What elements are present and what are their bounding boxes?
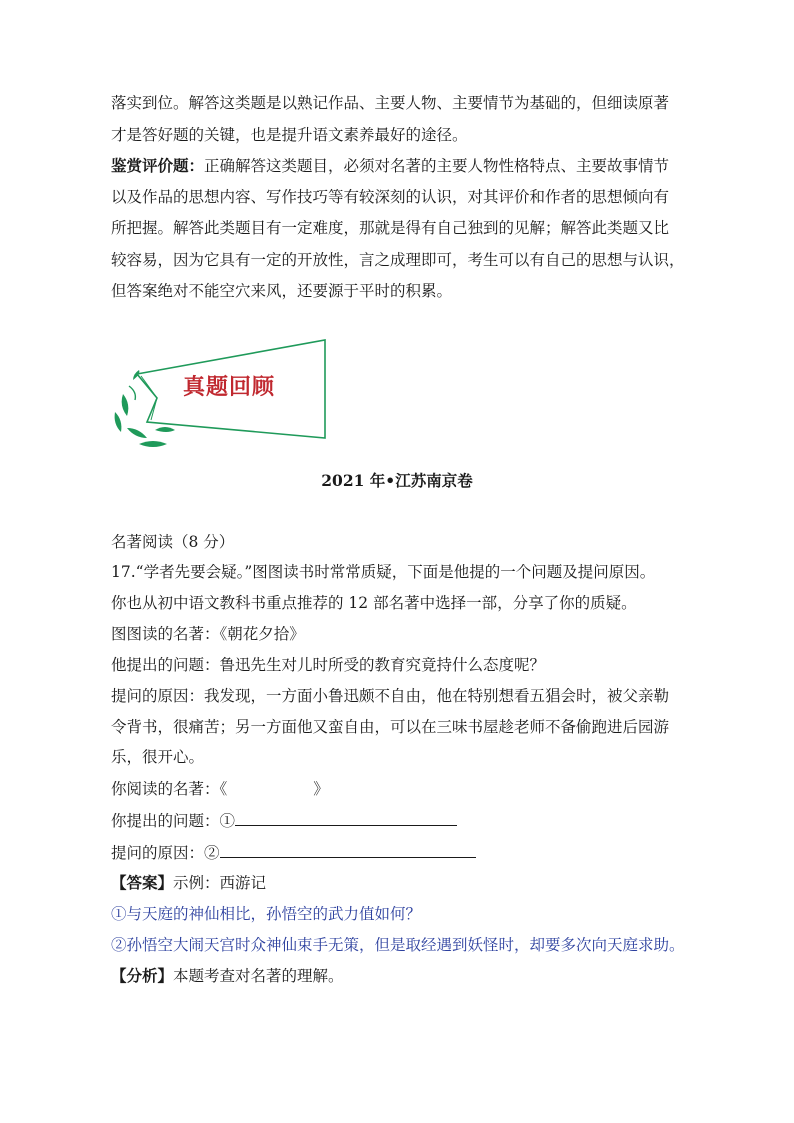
intro-line-3 [111,156,669,176]
answer-line [111,873,266,893]
analysis-text: 本题考查对名著的理解。 [173,967,344,985]
stem-icon [129,386,135,400]
intro-line-5: 所把握。解答此类题目有一定难度，那就是得有自己独到的见解；解答此类题又比 [111,219,670,237]
question-asked-line: 他提出的问题：鲁迅先生对儿时所受的教育究竟持什么态度呢？ [111,656,546,674]
your-book-line [111,779,329,799]
leaf-icon [115,412,122,432]
your-reason-line [111,842,476,863]
answer-item-2: ②孙悟空大闹天宫时众神仙束手无策，但是取经遇到妖怪时，却要多次向天庭求助。 [111,936,685,954]
your-book-prefix: 你阅读的名著：《 [111,780,228,798]
answer-label: 【答案】 [111,873,174,892]
intro-line-1: 落实到位。解答这类题是以熟记作品、主要人物、主要情节为基础的，但细读原著 [111,94,670,112]
analysis-line [111,966,344,986]
your-reason-prefix: 提问的原因：② [111,844,220,862]
question-line-2: 你也从初中语文教科书重点推荐的 12 部名著中选择一部，分享了你的质疑。 [111,594,637,612]
leaf-icon [155,427,175,432]
reason-line-1: 提问的原因：我发现，一方面小鲁迅颇不自由，他在特别想看五猖会时，被父亲勒 [111,687,670,705]
book-line: 图图读的名著：《朝花夕拾》 [111,625,305,643]
your-question-prefix: 你提出的问题：① [111,812,236,830]
intro-line-7: 但答案绝对不能空穴来风，还要源于平时的积累。 [111,282,453,300]
banner-title: 真题回顾 [183,374,276,400]
your-book-suffix: 》 [313,780,329,798]
answer-text: 示例：西游记 [173,874,267,892]
question-line-1: 17.“学者先要会疑。”图图读书时常常质疑，下面是他提的一个问题及提问原因。 [111,563,656,581]
exam-heading: 2021 年•江苏南京卷 [321,471,473,490]
appreciation-label: 鉴赏评价题： [111,156,205,175]
reason-line-2: 令背书，很痛苦；另一方面他又蛮自由，可以在三味书屋趁老师不备偷跑进后园游 [111,718,670,736]
reason-answer-blank[interactable] [220,842,476,858]
leaf-icon [139,441,167,447]
your-question-line [111,810,457,831]
section-title: 名著阅读（8 分） [111,533,235,551]
leaf-icon [127,428,147,438]
intro-line-6: 较容易，因为它具有一定的开放性，言之成理即可，考生可以有自己的思想与认识， [111,251,685,269]
leaf-icon [122,394,129,416]
intro-line-2: 才是答好题的关键，也是提升语文素养最好的途径。 [111,126,468,144]
question-answer-blank[interactable] [235,810,457,826]
intro-line-3-text: 正确解答这类题目，必须对名著的主要人物性格特点、主要故事情节 [204,157,670,175]
intro-line-4: 以及作品的思想内容、写作技巧等有较深刻的认识，对其评价和作者的思想倾向有 [111,188,670,206]
analysis-label: 【分析】 [111,966,174,985]
reason-line-3: 乐，很开心。 [111,748,205,766]
answer-item-1: ①与天庭的神仙相比，孙悟空的武力值如何？ [111,905,422,923]
